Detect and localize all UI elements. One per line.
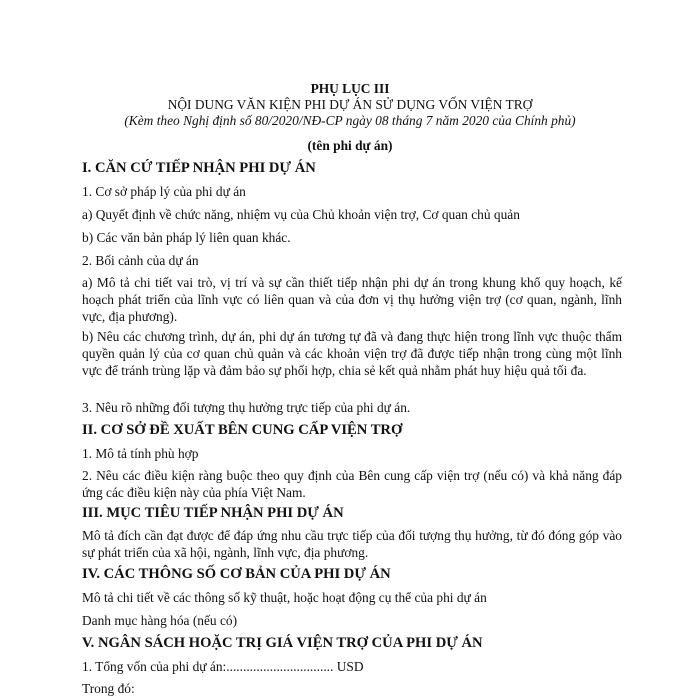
section-2-item-1: 1. Mô tả tính phù hợp [82,446,199,461]
section-1-heading: I. CĂN CỨ TIẾP NHẬN PHI DỰ ÁN [82,160,316,176]
section-5-item-2: Trong đó: [82,681,135,696]
section-1-item-1: 1. Cơ sở pháp lý của phi dự án [82,184,246,199]
section-4-item-1: Mô tả chi tiết về các thông số kỹ thuật, hoặc hoạt động cụ thể của phi dự án [82,590,487,605]
section-5-heading: V. NGÂN SÁCH HOẶC TRỊ GIÁ VIỆN TRỢ CỦA PHI DỰ ÁN [82,635,483,651]
section-2-item-2: 2. Nêu các điều kiện ràng buộc theo quy định của Bên cung cấp viện trợ (nếu có) và khả năng đáp ứng các điều kiện này của phía Việt Nam. [82,468,622,500]
document-subtitle: (Kèm theo Nghị định số 80/2020/NĐ-CP ngày 08 tháng 7 năm 2020 của Chính phủ) [124,113,576,128]
appendix-title: PHỤ LỤC III [310,81,390,96]
document-title: NỘI DUNG VĂN KIỆN PHI DỰ ÁN SỬ DỤNG VỐN VIỆN TRỢ [167,97,533,112]
section-1-item-2: 2. Bối cảnh của dự án [82,253,199,268]
section-1-item-1b: b) Các văn bản pháp lý liên quan khác. [82,230,291,245]
section-3-heading: III. MỤC TIÊU TIẾP NHẬN PHI DỰ ÁN [82,505,344,521]
section-3-item-1: Mô tả đích cần đạt được để đáp ứng nhu cầu trực tiếp của đối tượng thụ hưởng, từ đó đóng góp vào sự phát triển của xã hội, ngành, lĩnh vực, địa phương. [82,528,622,560]
project-name-placeholder: (tên phi dự án) [307,138,393,153]
section-4-heading: IV. CÁC THÔNG SỐ CƠ BẢN CỦA PHI DỰ ÁN [82,566,391,582]
section-1-item-2a: a) Mô tả chi tiết vai trò, vị trí và sự cần thiết tiếp nhận phi dự án trong khung khổ quy hoạch, kế hoạch phát triển của lĩnh vực có liên quan và của đơn vị thụ hưởng viện trợ (cơ quan, ngành, lĩnh vực, địa phương). [82,275,622,324]
section-5-item-1: 1. Tổng vốn của phi dự án:................................ USD [82,659,364,674]
section-1-item-1a: a) Quyết định về chức năng, nhiệm vụ của Chủ khoản viện trợ, Cơ quan chủ quản [82,207,520,222]
section-1-item-2b: b) Nêu các chương trình, dự án, phi dự án tương tự đã và đang thực hiện trong lĩnh vực thuộc thẩm quyền quản lý của cơ quan chủ quản và các khoản viện trợ đã được tiếp nhận trong cùng một lĩnh vực để tránh trùng lặp và đảm bảo sự phối hợp, chia sẻ kết quả nhằm phát huy hiệu quả tối đa. [82,329,622,378]
section-4-item-2: Danh mục hàng hóa (nếu có) [82,613,238,628]
section-2-heading: II. CƠ SỞ ĐỀ XUẤT BÊN CUNG CẤP VIỆN TRỢ [82,422,403,438]
section-1-item-3: 3. Nêu rõ những đối tượng thụ hưởng trực tiếp của phi dự án. [82,400,411,415]
